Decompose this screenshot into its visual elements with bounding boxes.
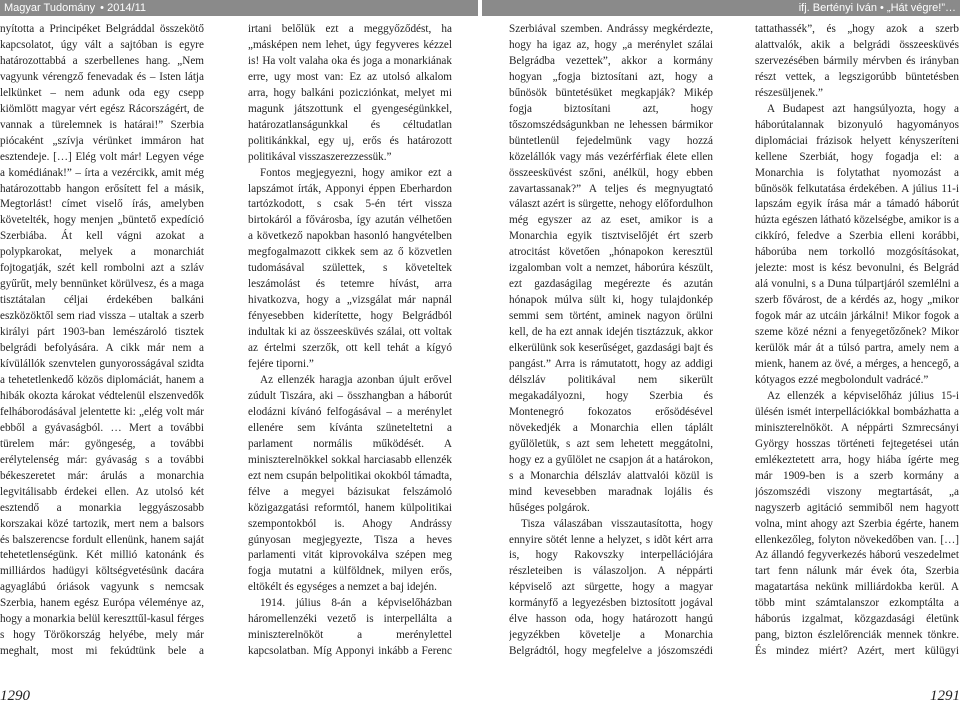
- article-author-title: ifj. Bertényi Iván • „Hát végre!”…: [798, 2, 956, 14]
- paragraph: irtani belőlük ezt a meggyőződést, ha „másképen nem lehet, úgy fegyveres kézzel is! Ha volt valaha oka és joga a monarkiának erre, ugy most van: Ez az utolsó alkalom arra, hogy balkáni pozicziónkat, melyet mi magunk játszottunk el gyengeségünkkel, határozatlanságunkkal és céltudatlan politikánkkal, egy uj, erős és határozott politikával visszaszerezzessük.”: [248, 23, 452, 163]
- running-header: [0, 0, 960, 16]
- page-number-right: 1291: [930, 688, 960, 704]
- header-right: [482, 0, 960, 16]
- issue-date: • 2014/11: [100, 2, 147, 14]
- paragraph: Az ellenzék a képviselőház július 15-i ülésén ismét interpellációkkal bombázhatta a miniszterelnököt. A néppárti Szmrecsányi György hosszas történeti fejtegetései után emlékeztetett arra, hogy hiába ígérte meg már 1909-ben is a szerb kormány a jószomszédi viszony megtartását, „a nagyszerb agitáció semmiből nem hagyott volna, mint ahogy azt Szerbia égérte, hanem ellenkezőleg, folyton növekedőben van. […] Az állandó fegyverkezés háború veszedelmet tart fenn nálunk már évek óta, Szerbia magatartása nekünk milliárdokba kerül. A több mint számtalanszor ezkomptálta a háborús izgalmat, közgazdasági életünk pang, bizton észlelőrenciák mennek tönkre. És mindez miért? Azért, mert külügyi: [755, 389, 959, 658]
- page-number-left: 1290: [0, 688, 30, 704]
- paragraph: A Budapest azt hangsúlyozta, hogy a háborútalannak bizonyuló hagyományos diplomáciai frázisok helyett kényszeríteni kellene Szerbiát, hogy fogadja el: a Monarchia is folytathat nyomozást a bűnösök felkutatása érdekében. A július 11-i lapszám egyik írása már a támadó háborút húzta egészen látható közelségbe, amikor is a cikkíró, feledve a Szerbia elleni korábbi, háborúba nem torkolló mozgósításokat, jelezte: most is kész bevonulni, és Belgrád alá vonulni, s a Duna túlpartjáról szemlélni a szerb fővárost, de a kérdés az, hogy „mikor fogok már az utcáin járkálni! Mikor fogok a szeme közé nézni a fenyegetőzőnek? Mikor kerülök már át a túlsó partra, amely nem a mienk, hanem az övé, a mérges, a hencegő, a kótyagos ezzé megbolondult vadrácé.”: [755, 102, 959, 386]
- text-column-1: [0, 22, 204, 662]
- paragraph: Szerbiával szemben. Andrássy megkérdezte, hogy ha igaz az, hogy „a merénylet szálai Belgrádba vezettek”, akkor a kormány hogyan „fogja biztosítani azt, hogy a bűnösök büntetésüket megkapják? Mikép fogja biztosítani azt, hogy tőszomszédságunkban ne lehessen bármikor büntetlenül fejedelmünk vagy hozzá közelállók vagy más vezérférfiak élete ellen összeesküvést szőni, anélkül, hogy ebben zavartassanak?” A teljes és megnyugtató választ azért is sürgette, nehogy előfordulhon még egyszer az az eset, amikor is a Monarchia egyik tisztviselőjét ért szerb atrocitást követően „hónapokon keresztül izgalomban volt a nemzet, háborúra készült, ezt gazdaságilag megérezte és azután hónapok múlva sült ki, hogy tulajdonkép semmi sem történt, aminek nagyon örülni kell, de ha ezt annak idején tisztázzuk, akkor elkerülünk sok keserűséget, gazdasági bajt és pangást.” Arra is rámutatott, hogy az addigi délszláv politikával nem sikerült megakadályozni, hogy Szerbia és Montenegró fokozatos erősödésével növekedjék a Monarchia ellen táplált gyűlöletük, s azt sem lehetett meggátolni, hogy ez a gyűlölet ne csapjon át a határokon, s a Monarchia délszláv alattvalói közül is mind kevesebben maradnak lojális és hűséges polgárok.: [509, 23, 713, 514]
- text-column-3: [509, 22, 713, 662]
- header-left: [0, 0, 478, 16]
- text-column-2: [248, 22, 452, 662]
- paragraph: Tisza válaszában visszautasította, hogy ennyire sötét lenne a helyzet, s idõt kért arra is, hogy Rakovszky interpellációjára részleteiben is válaszoljon. A néppárti képviselő azt sürgette, hogy a magyar kormányfő a legyezésben biztosított jogával élve hasson oda, hogy határozott hangú jegyzékben követelje a Monarchia Belgrádtól, hogy megfelelve a jószomszédi: [509, 517, 713, 658]
- paragraph: tattathassék”, és „hogy azok a szerb alattvalók, akik a belgrádi összeesküvés szervezésében bármily mérvben és irányban részt vettek, a legszigorúbb büntetésben részesüljenek.”: [755, 23, 959, 99]
- paragraph: Fontos megjegyezni, hogy amikor ezt a lapszámot írták, Apponyi éppen Eberhardon tartózkodott, s csak 5-én tért vissza birtokáról a fővárosba, így azután vélhetően a következő napokban hasonló hangvételben megfogalmazott cikkek sem az ő közvetlen tudomásával születtek, s követeltek leszámolást és tetemre hívást, arra hivatkozva, hogy a „vizsgálat már napnál fényesebben kiderítette, hogy Belgrádból indultak ki az összeesküvés szálai, ott voltak az értelmi szerzők, ott kell tehát a kígyó fejére tiporni.”: [248, 166, 452, 371]
- paragraph: Az ellenzék haragja azonban újult erővel zúdult Tiszára, aki – összhangban a háborút elodázni kívánó felfogásával – a merénylet ellenére sem kívánta szüneteltetni a parlament normális működését. A miniszterelnökkel sokkal harciasabb ellenzék ezt nem csupán belpolitikai okokból támadta, félve a megyei bázisukat felszámoló közigazgatási reformtól, hanem külpolitikai szempontokból is. Ahogy Andrássy gúnyosan megjegyezte, Tisza a heves parlamenti vitát kiprovokálva szépen meg fogja mutatni a külföldnek, milyen erős, eltökélt és egységes a nemzet a baj idején.: [248, 373, 452, 594]
- journal-title: Magyar Tudomány: [4, 2, 96, 14]
- paragraph: nyította a Principéket Belgráddal összekötő kapcsolatot, úgy vált a sajtóban is egyre határozottabbá a szerbellenes hang. „Nem vagyunk vérengző fenevadak és – Isten látja lelkünket – nem adunk oda egy csepp kiömlött magyar vért egész Rácországért, de vannak a türelemnek is határai!” Szerbia piócaként „szívja vérünket immáron hat esztendeje. […] Elég volt már! Legyen vége a komédiának!” – írta a vezércikk, amit még határozottabb hangon erősített fel a másik, Megtorlást! címet viselő írás, amelyben követelték, hogy menjen „büntető expedíció Szerbiába. Át kell vágni azokat a polypkarokat, melyek a monarchiát fojtogatják, szét kell rombolni azt a szláv gyűrűt, mely bennünket körülvesz, és a maga tisztátalan céljai érdekében balkáni eszközöktől sem riad vissza – utaltak a szerb királyi párt 1903-ban lemészároló tisztek belgrádi befolyására. A cikk már nem a kívülállók szenvtelen gunyorosságával szidta a tehetetlenkedő közös diplomáciát, hanem a hibák okozta károkat védtelenül elszenvedők felháborodásával jelentette ki: „elég volt már ebből a gyávaságból. … Mert a további türelem már: gyöngeség, a további erélytelenség már: gyávaság s a további békeszeretet már: árulás a monarchia legvitálisabb érdekei ellen. Az utolsó két esztendő a monarkia leggyászosabb korszakai közé tartozik, mert nem a balsors és balszerencse fordult ellenünk, hanem saját tehetetlenségünk. Két millió katonánk és milliárdos hadügyi költségvetésünk dacára agyaglábú óriások vagyunk s nemcsak Szerbia, hanem egész Európa véleménye az, hogy a monarkia belül kereszttűl-kasul férges s hogy Törökország helyébe, mely már meghalt, most mi fekúdtünk bele a: [0, 23, 204, 658]
- paragraph: 1914. július 8-án a képviselőházban háromellenzéki vezető is interpellálta a miniszterelnököt a merénylettel kapcsolatban. Míg Apponyi inkább a Ferenc: [248, 597, 452, 658]
- text-column-4: [755, 22, 959, 662]
